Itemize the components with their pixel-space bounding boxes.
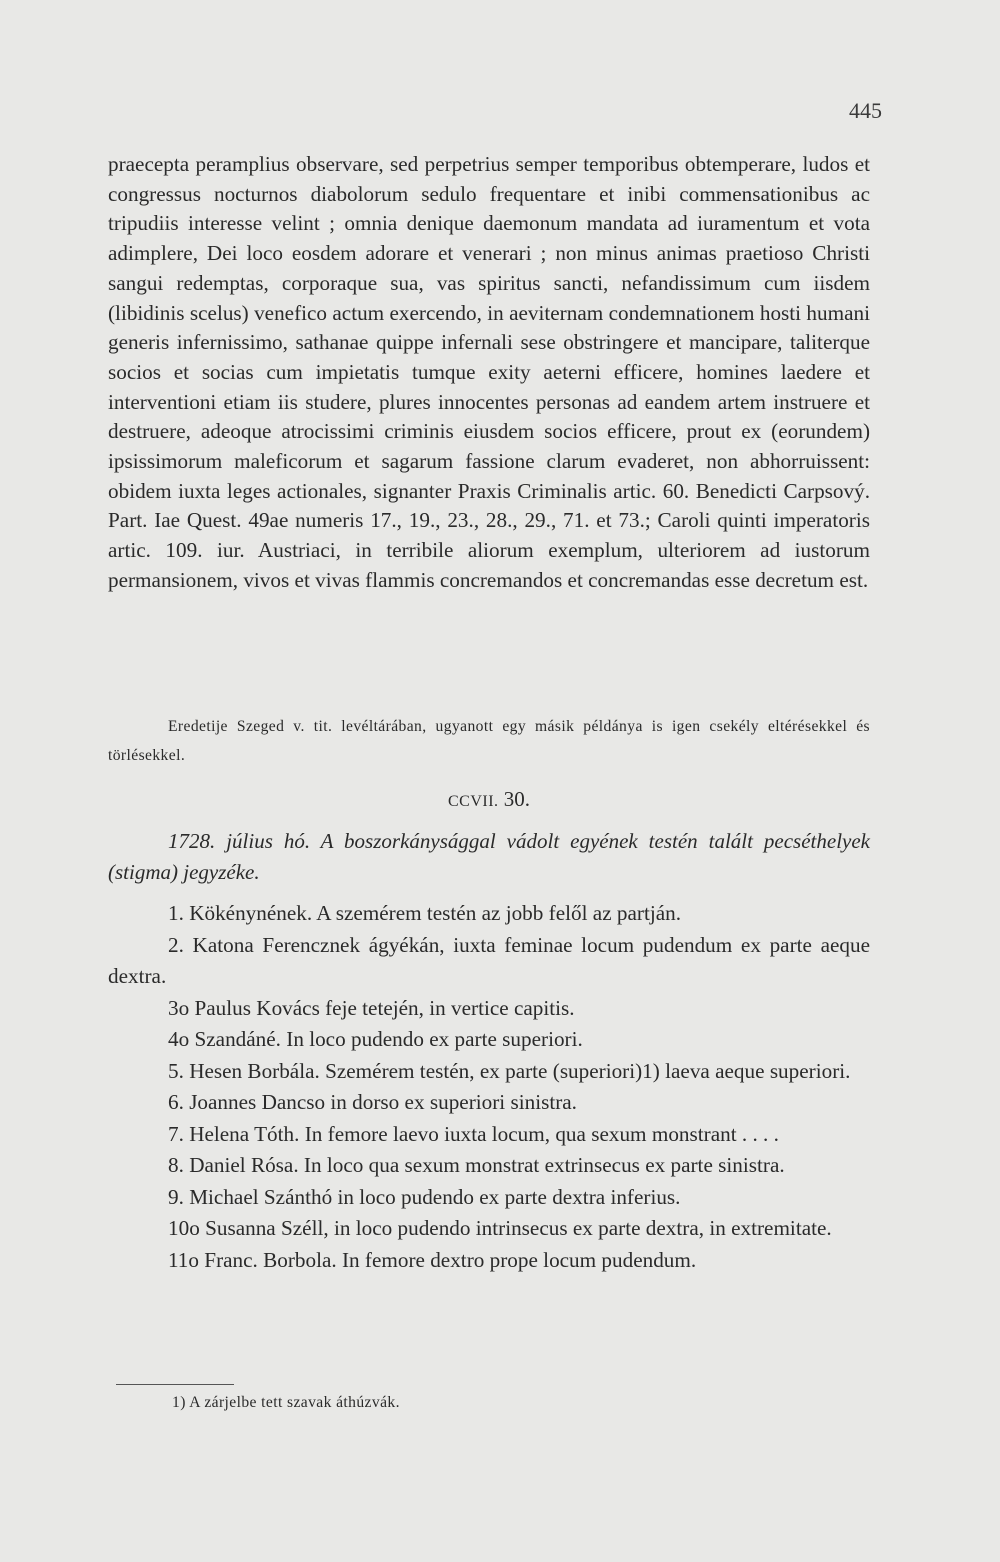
list-item: 4o Szandáné. In loco pudendo ex parte superiori.	[168, 1027, 583, 1051]
footnote: 1) A zárjelbe tett szavak áthúzvák.	[172, 1394, 400, 1411]
list-item: 8. Daniel Rósa. In loco qua sexum monstrat extrinsecus ex parte sinistra.	[168, 1153, 785, 1177]
source-note: Eredetije Szeged v. tit. levéltárában, ugyanott egy másik példánya is igen csekély eltérésekkel és törlésekkel.	[108, 718, 870, 764]
document-number	[108, 787, 870, 812]
list-item: 2. Katona Ferencznek ágyékán, iuxta feminae locum pudendum ex parte aeque dextra.	[108, 932, 870, 988]
page-number: 445	[849, 98, 882, 123]
stigma-list	[108, 898, 870, 1276]
list-item: 11o Franc. Borbola. In femore dextro prope locum pudendum.	[168, 1247, 697, 1272]
list-item: 5. Hesen Borbála. Szemérem testén, ex parte (superiori)1) laeva aeque superiori.	[168, 1058, 851, 1083]
list-item: 9. Michael Szánthó in loco pudendo ex parte dextra inferius.	[168, 1184, 681, 1209]
document-heading: 1728. július hó. A boszorkánysággal vádolt egyének testén talált pecséthelyek (stigma) jegyzéke.	[108, 829, 870, 884]
document-number-roman: CCVII.	[447, 793, 499, 810]
list-item: 10o Susanna Széll, in loco pudendo intrinsecus ex parte dextra, in extremitate.	[168, 1216, 832, 1240]
document-body-paragraph: praecepta peramplius observare, sed perpetrius semper temporibus obtemperare, ludos et congressus nocturnos diabolorum sedulo frequentare et inibi commensationibus ac tripudiis interesse velint ; omnia denique daemonum mandata ad iuramentum et vota adimplere, Dei loco eosdem adorare et venerari ; non minus animas praetioso Christi sangui redemptas, corporaque sua, vas spiritus sancti, nefandissimum cum iisdem (libidinis scelus) venefico actum exercendo, in aeviternam condemnationem hosti humani generis infernissimo, sathanae quippe infernali sese obstringere et mancipare, taliterque socios et socias cum impietatis tumque exity aeterni efficere, homines laedere et interventioni etiam iis studere, plures innocentes personas ad eandem artem instruere et destruere, adeoque atrocissimi criminis eiusdem socios efficere, prout ex (eorundem) ipsissimorum maleficorum et sagarum fassione clarum evaderet, non abhorruissent: obidem iuxta leges actionales, signanter Praxis Criminalis artic. 60. Benedicti Carpsový. Part. Iae Quest. 49ae numeris 17., 19., 23., 28., 29., 71. et 73.; Caroli quinti imperatoris artic. 109. iur. Austriaci, in terribile aliorum exemplum, ulteriorem ad iustorum permansionem, vivos et vivas flammis concremandos et concremandas esse decretum est.	[108, 152, 870, 592]
footnote-divider	[116, 1384, 234, 1385]
list-item: 6. Joannes Dancso in dorso ex superiori sinistra.	[168, 1090, 577, 1114]
list-item: 1. Kökénynének. A szemérem testén az jobb felől az partján.	[168, 901, 682, 925]
list-item: 7. Helena Tóth. In femore laevo iuxta locum, qua sexum monstrant . . . .	[168, 1121, 779, 1146]
list-item: 3o Paulus Kovács feje tetején, in vertice capitis.	[168, 995, 575, 1020]
document-number-arabic: 30.	[503, 787, 531, 811]
